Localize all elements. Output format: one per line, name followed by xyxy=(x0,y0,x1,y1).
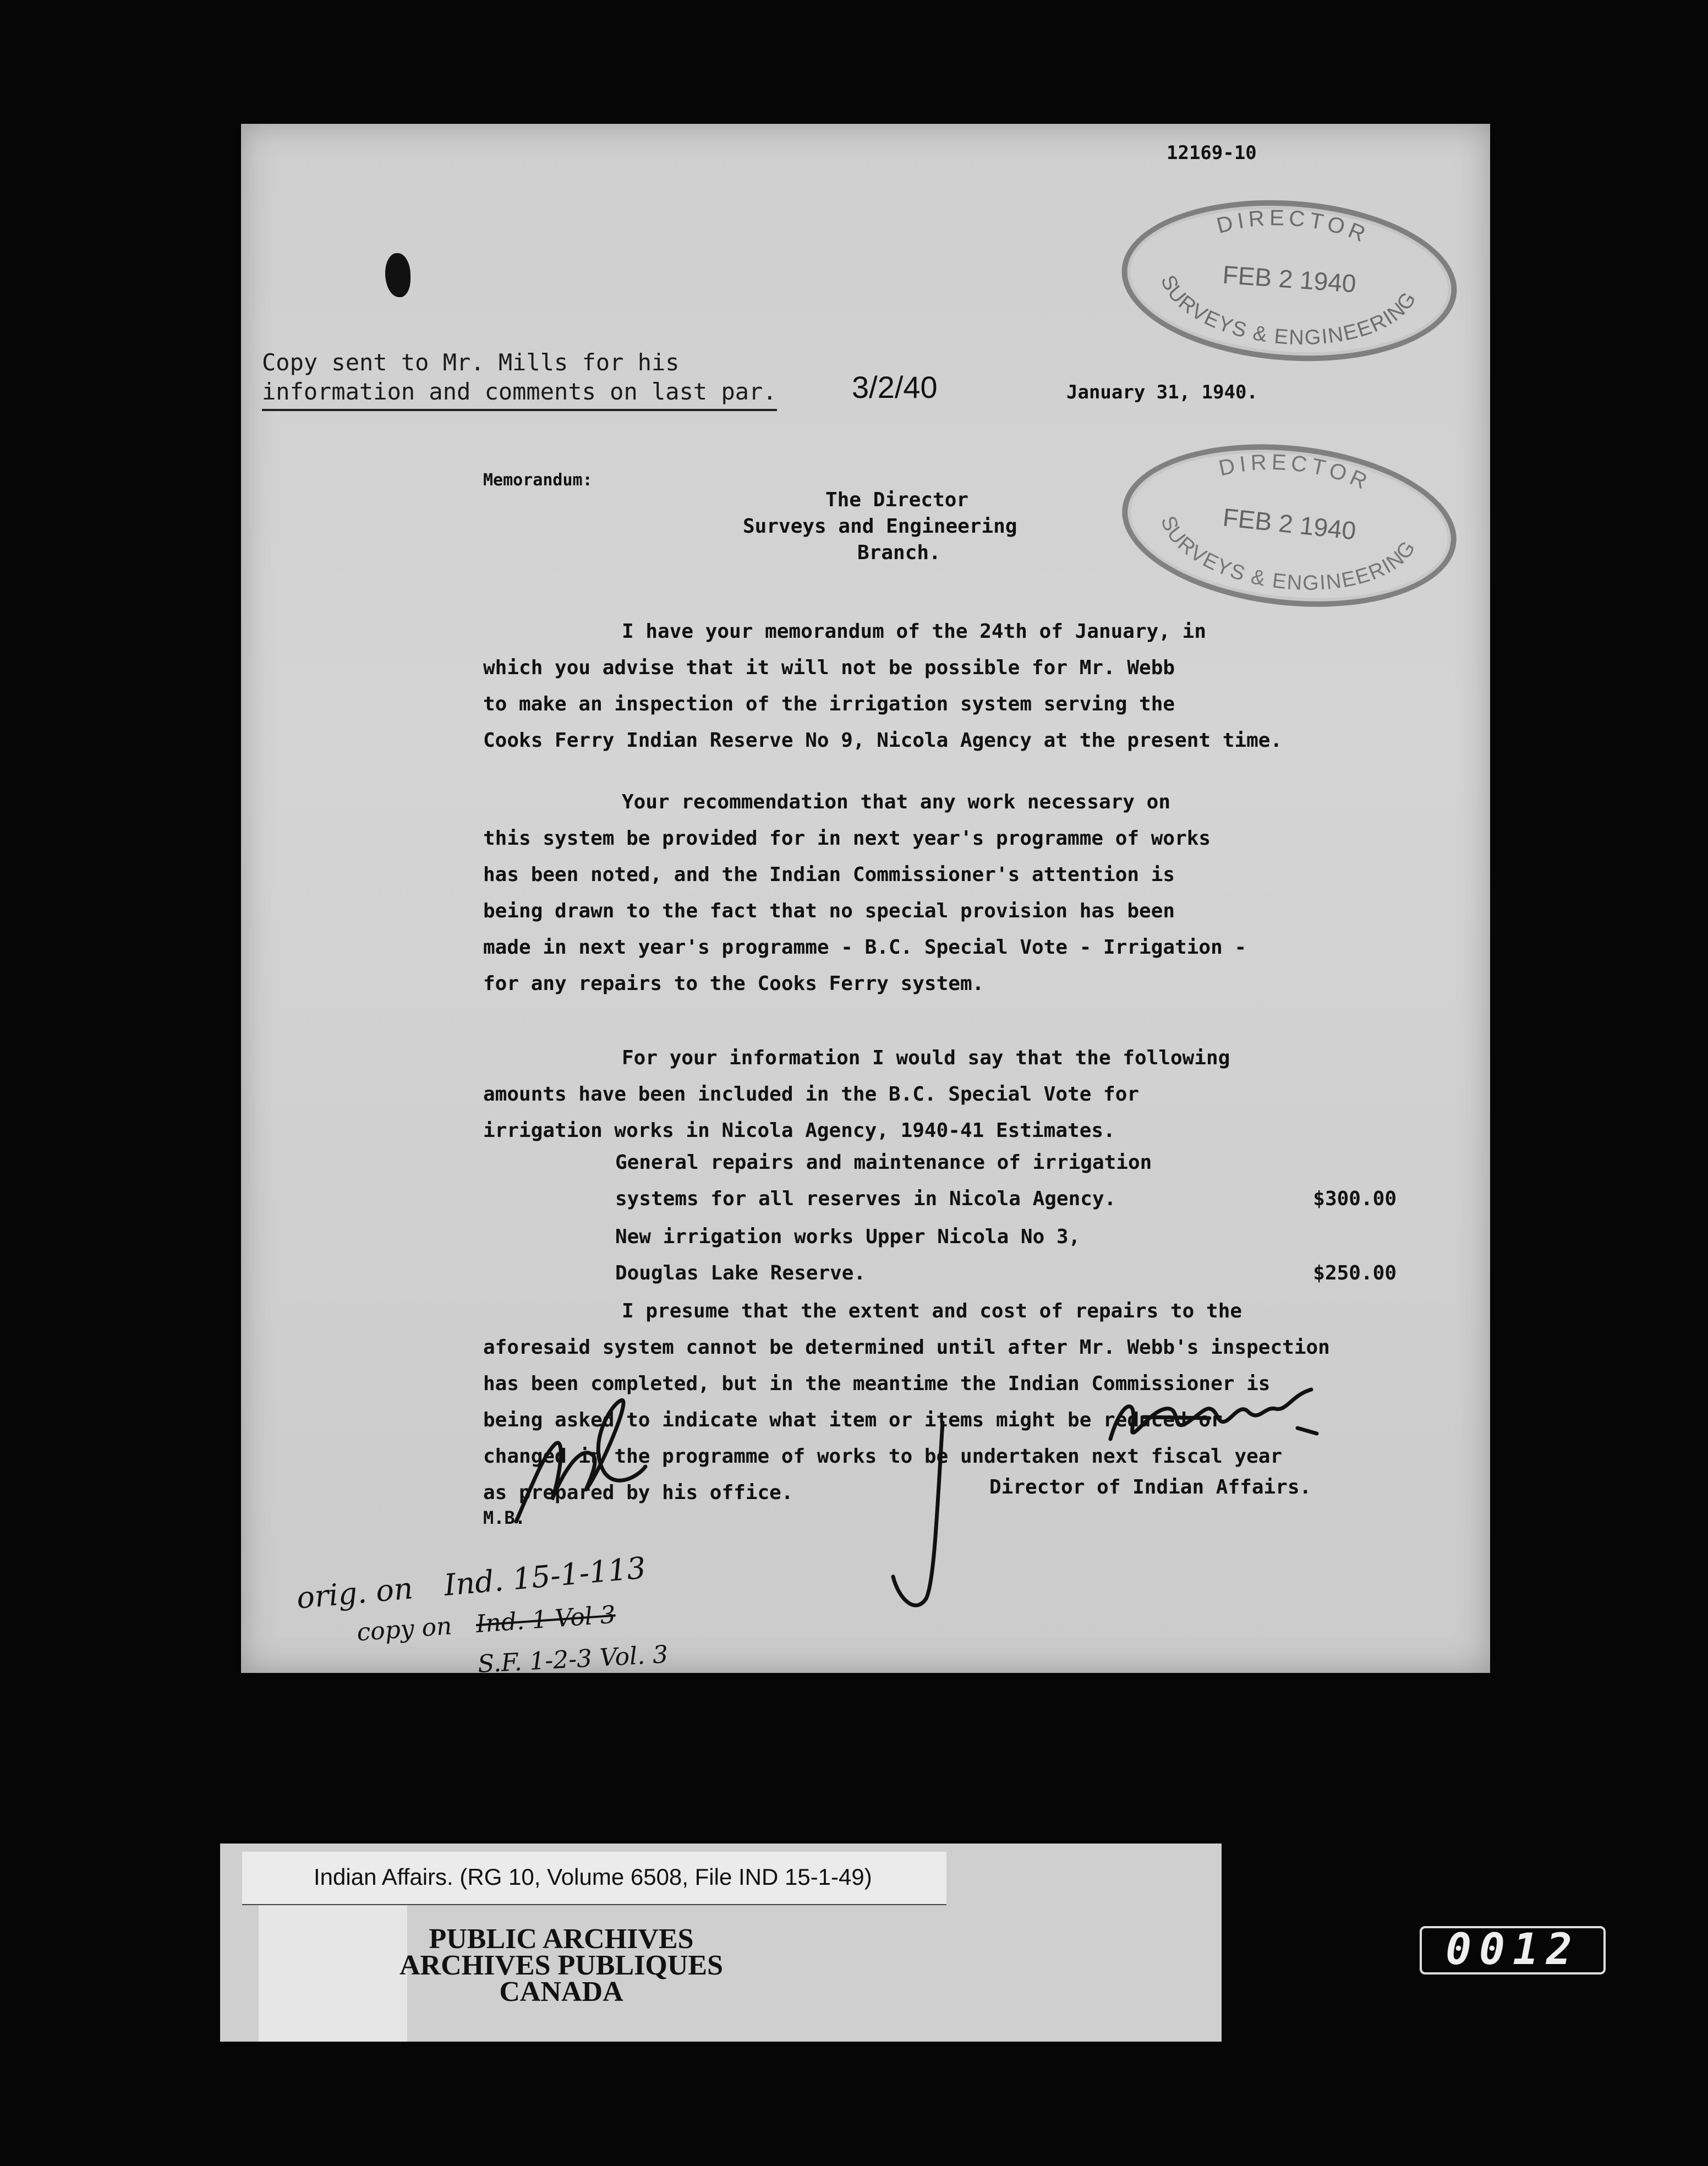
paragraph-1 xyxy=(483,614,1282,759)
paragraph-4-line: as prepared by his office. xyxy=(483,1481,793,1504)
svg-text:DIRECTOR xyxy=(1213,201,1374,249)
paragraph-4-line: changed in the programme of works to be undertaken next fiscal year xyxy=(483,1445,1283,1468)
memo-sheet xyxy=(241,124,1490,1679)
paragraph-2 xyxy=(483,784,1246,1002)
filing-note-line2 xyxy=(356,1601,617,1647)
stamp-1-date: FEB 2 1940 xyxy=(1222,260,1357,298)
estimate-item-amount: $300.00 xyxy=(1313,1188,1397,1210)
file-number: 12169-10 xyxy=(1167,142,1257,164)
copy-note-date: 3/2/40 xyxy=(852,370,938,404)
received-stamp-2 xyxy=(1114,429,1465,622)
filing-note-prefix: copy on xyxy=(355,1612,453,1647)
paragraph-4-line: I presume that the extent and cost of repairs to the xyxy=(622,1300,1242,1322)
addressee-line-1: The Director xyxy=(825,489,969,511)
stamp-2-date: FEB 2 1940 xyxy=(1221,502,1357,545)
frame-counter: 0012 xyxy=(1420,1926,1606,1974)
archive-name xyxy=(308,1923,814,2008)
signature-title: Director of Indian Affairs. xyxy=(989,1476,1312,1498)
received-stamp-1 xyxy=(1116,189,1463,372)
initials: M.B. xyxy=(483,1507,526,1528)
paragraph-1-line: I have your memorandum of the 24th of January, in xyxy=(622,620,1207,643)
stamp-1-top-text: DIRECTOR xyxy=(1214,206,1373,249)
stamp-1-bottom-text: SURVEYS & ENGINEERING xyxy=(1156,272,1421,350)
paragraph-2-line: for any repairs to the Cooks Ferry system. xyxy=(483,972,984,995)
estimate-item-amount: $250.00 xyxy=(1313,1262,1397,1284)
paragraph-2-line: Your recommendation that any work necessary on xyxy=(622,791,1170,813)
filing-note-line3: S.F. 1-2-3 Vol. 3 xyxy=(477,1640,669,1679)
paragraph-4-line: has been completed, but in the meantime the Indian Commissioner is xyxy=(483,1372,1271,1395)
punch-hole xyxy=(385,253,410,297)
paragraph-4-line: being asked to indicate what item or items might be reduced or xyxy=(483,1409,1223,1431)
filing-note-struck-ref: Ind. 1 Vol 3 xyxy=(475,1600,617,1639)
paragraph-2-line: made in next year's programme - B.C. Special Vote - Irrigation - xyxy=(483,936,1247,959)
archive-name-line2: ARCHIVES PUBLIQUES xyxy=(399,1950,724,1981)
paragraph-3-line: amounts have been included in the B.C. Special Vote for xyxy=(483,1083,1140,1106)
stamp-2-bottom-text: SURVEYS & ENGINEERING xyxy=(1156,512,1421,595)
memo-heading: Memorandum: xyxy=(483,471,593,490)
paragraph-3-line: irrigation works in Nicola Agency, 1940-41 Estimates. xyxy=(483,1119,1115,1142)
director-signature xyxy=(1099,1379,1331,1461)
paragraph-2-line: this system be provided for in next year's programme of works xyxy=(483,827,1211,850)
memo-date: January 31, 1940. xyxy=(1066,381,1258,403)
estimate-item-line: General repairs and maintenance of irrigation xyxy=(615,1151,1152,1174)
addressee-line-2: Surveys and Engineering xyxy=(743,515,1017,538)
addressee-line-3: Branch. xyxy=(857,542,941,564)
paragraph-2-line: has been noted, and the Indian Commissioner's attention is xyxy=(483,863,1175,886)
archive-reference: Indian Affairs. (RG 10, Volume 6508, File IND 15-1-49) xyxy=(314,1864,872,1890)
archive-name-line3: CANADA xyxy=(499,1976,623,2008)
paragraph-1-line: Cooks Ferry Indian Reserve No 9, Nicola Agency at the present time. xyxy=(483,729,1283,752)
paragraph-4-line: aforesaid system cannot be determined until after Mr. Webb's inspection xyxy=(483,1336,1330,1359)
estimate-item-line: Douglas Lake Reserve. xyxy=(615,1262,866,1284)
paragraph-3-line: For your information I would say that the following xyxy=(622,1047,1230,1069)
estimate-item xyxy=(615,1145,1397,1217)
copy-note-line2: information and comments on last par. xyxy=(262,376,777,411)
svg-text:DIRECTOR xyxy=(1214,443,1376,496)
estimate-item-line: New irrigation works Upper Nicola No 3, xyxy=(615,1226,1081,1248)
filing-note-ref: Ind. 15-1-113 xyxy=(442,1550,648,1603)
estimate-item-line: systems for all reserves in Nicola Agency. xyxy=(615,1188,1116,1210)
paragraph-3 xyxy=(483,1040,1230,1149)
paragraph-2-line: being drawn to the fact that no special provision has been xyxy=(483,900,1175,922)
check-mark xyxy=(882,1412,959,1621)
paragraph-1-line: which you advise that it will not be possible for Mr. Webb xyxy=(483,657,1175,679)
copy-note-line1: Copy sent to Mr. Mills for his xyxy=(262,349,680,376)
filing-note-prefix: orig. on xyxy=(295,1571,414,1616)
estimate-item xyxy=(615,1219,1397,1292)
paragraph-1-line: to make an inspection of the irrigation system serving the xyxy=(483,693,1175,715)
stamp-2-top-text: DIRECTOR xyxy=(1216,450,1375,496)
archive-name-line1: PUBLIC ARCHIVES xyxy=(429,1923,694,1955)
archive-reference-strip xyxy=(242,1852,946,1905)
